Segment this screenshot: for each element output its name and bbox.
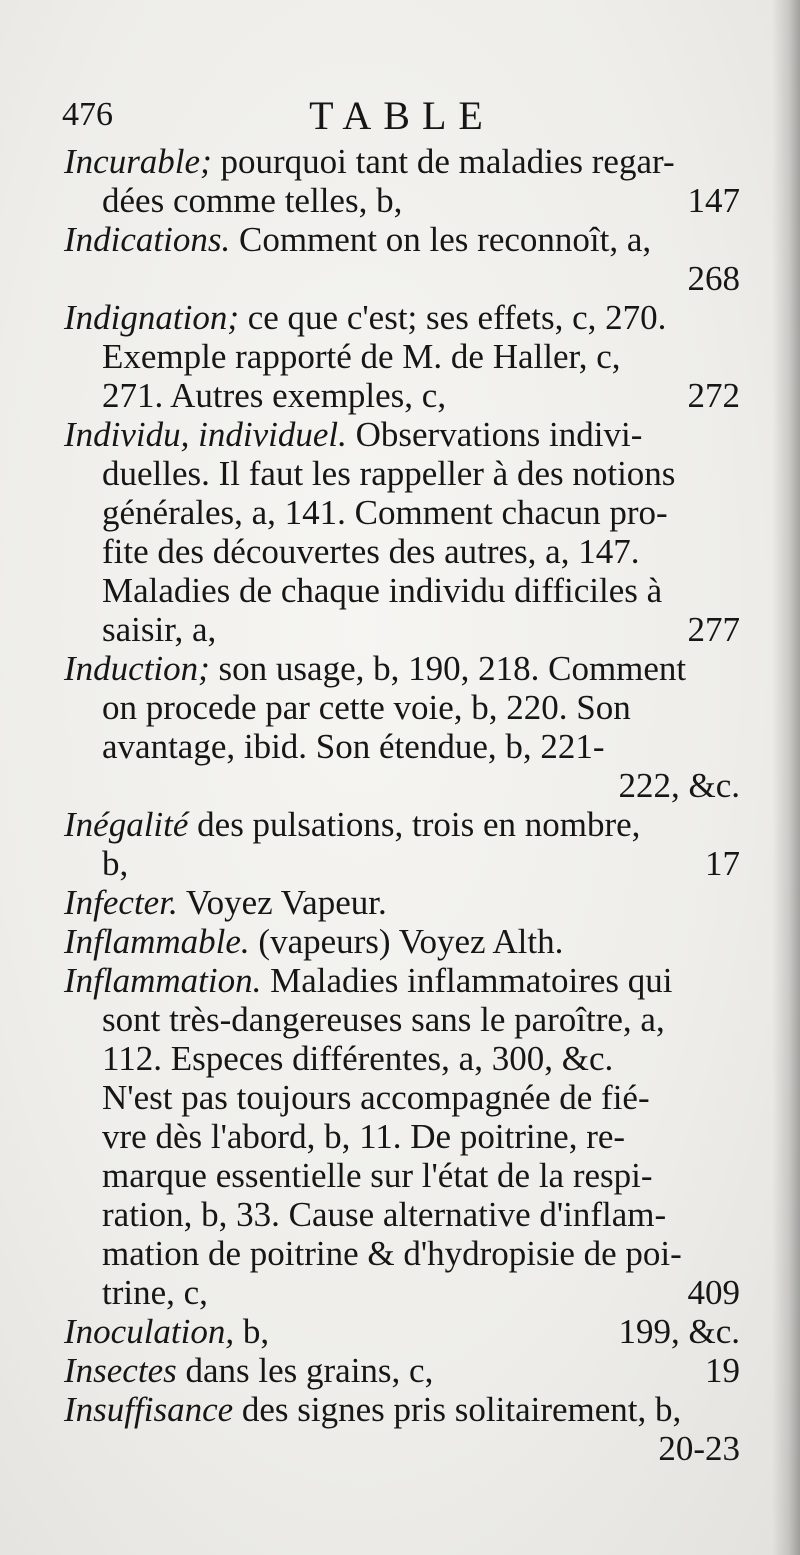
entry-line — [64, 649, 740, 688]
entry-term: Inégalité — [64, 805, 189, 844]
entry-line-text: Voyez Vapeur. — [185, 883, 387, 922]
index-entries — [64, 142, 740, 1468]
entry-text — [64, 649, 686, 688]
entry-page-ref: 268 — [687, 259, 740, 298]
entry-term: Inflammable. — [64, 922, 250, 961]
entry-text — [64, 220, 651, 259]
entry-text — [102, 1234, 682, 1273]
entry-line-text: on procede par cette voie, b, 220. Son — [102, 688, 631, 727]
entry-line-text: sont très-dangereuses sans le paroître, a, — [102, 1000, 665, 1039]
entry-text — [64, 961, 673, 1000]
entry-page-ref: 147 — [687, 181, 740, 220]
entry-line — [64, 376, 740, 415]
entry-page-ref: 222, &c. — [618, 766, 740, 805]
entry-line-text: ce que c'est; ses effets, c, 270. — [247, 298, 667, 337]
entry-line — [64, 1078, 740, 1117]
entry-text — [64, 298, 666, 337]
entry-line-text: 271. Autres exemples, c, — [102, 376, 447, 415]
entry-line — [64, 1117, 740, 1156]
entry-line-text: duelles. Il faut les rappeller à des notions — [102, 454, 676, 493]
index-entry — [64, 142, 740, 220]
entry-line — [64, 1312, 740, 1351]
entry-term: Inflammation. — [64, 961, 262, 1000]
entry-line — [64, 493, 740, 532]
entry-line — [64, 1429, 740, 1468]
entry-text — [102, 1117, 625, 1156]
entry-page-ref: 277 — [687, 610, 740, 649]
entry-line — [64, 259, 740, 298]
entry-line-text: son usage, b, 190, 218. Comment — [218, 649, 687, 688]
entry-line — [64, 805, 740, 844]
entry-line-text: 112. Especes différentes, a, 300, &c. — [102, 1039, 614, 1078]
entry-text — [102, 532, 639, 571]
entry-line-text: des pulsations, trois en nombre, — [197, 805, 641, 844]
entry-line — [64, 1039, 740, 1078]
entry-line — [64, 415, 740, 454]
page-number: 476 — [62, 96, 113, 133]
entry-term: Incurable; — [64, 142, 212, 181]
entry-text — [102, 688, 631, 727]
entry-line — [64, 337, 740, 376]
entry-page-ref: 199, &c. — [618, 1312, 740, 1351]
page-header — [62, 92, 742, 142]
page-edge-shadow — [772, 0, 800, 1555]
entry-line — [64, 1156, 740, 1195]
entry-line — [64, 961, 740, 1000]
entry-term: Insuffisance — [64, 1390, 234, 1429]
entry-text — [64, 1351, 433, 1390]
entry-line-text: pourquoi tant de maladies regar- — [220, 142, 675, 181]
entry-line-text: mation de poitrine & d'hydropisie de poi- — [102, 1234, 682, 1273]
entry-line-text: générales, a, 141. Comment chacun pro- — [102, 493, 668, 532]
entry-text — [64, 1390, 681, 1429]
entry-term: Individu, individuel. — [64, 415, 347, 454]
entry-line-text: Exemple rapporté de M. de Haller, c, — [102, 337, 621, 376]
entry-term: Indications. — [64, 220, 231, 259]
entry-text — [102, 454, 675, 493]
index-entry — [64, 220, 740, 298]
entry-page-ref: 409 — [687, 1273, 740, 1312]
index-entry — [64, 649, 740, 805]
entry-line-text: saisir, a, — [102, 610, 217, 649]
entry-line — [64, 766, 740, 805]
entry-line — [64, 844, 740, 883]
index-entry — [64, 298, 740, 415]
index-entry — [64, 961, 740, 1312]
entry-line — [64, 454, 740, 493]
entry-text — [102, 1195, 666, 1234]
entry-text — [64, 1312, 269, 1351]
entry-text — [64, 805, 640, 844]
entry-line — [64, 571, 740, 610]
entry-line-text: marque essentielle sur l'état de la respi- — [102, 1156, 653, 1195]
running-title: TABLE — [309, 93, 495, 138]
entry-line-text: trine, c, — [102, 1273, 208, 1312]
index-entry — [64, 1351, 740, 1390]
entry-text — [102, 493, 668, 532]
entry-text — [102, 844, 128, 883]
entry-line-text: Observations indivi- — [355, 415, 643, 454]
entry-text — [64, 142, 675, 181]
entry-text — [102, 1273, 208, 1312]
entry-term: Indignation; — [64, 298, 239, 337]
entry-line — [64, 1195, 740, 1234]
entry-line — [64, 1390, 740, 1429]
entry-term: Insectes — [64, 1351, 177, 1390]
entry-text — [64, 883, 387, 922]
index-entry — [64, 883, 740, 922]
index-entry — [64, 415, 740, 649]
entry-line — [64, 922, 740, 961]
entry-line-text: vre dès l'abord, b, 11. De poitrine, re- — [102, 1117, 626, 1156]
entry-line-text: dées comme telles, b, — [102, 181, 403, 220]
entry-page-ref: 17 — [705, 844, 740, 883]
entry-line — [64, 1234, 740, 1273]
entry-page-ref: 19 — [705, 1351, 740, 1390]
entry-line-text: (vapeurs) Voyez Alth. — [258, 922, 564, 961]
index-entry — [64, 805, 740, 883]
entry-page-ref: 272 — [687, 376, 740, 415]
entry-line — [64, 727, 740, 766]
entry-text — [102, 181, 402, 220]
entry-line-text: Maladies inflammatoires qui — [270, 961, 673, 1000]
entry-line — [64, 883, 740, 922]
entry-line-text: Comment on les reconnoît, a, — [238, 220, 652, 259]
entry-line-text: Maladies de chaque individu difficiles à — [102, 571, 663, 610]
entry-line — [64, 1000, 740, 1039]
index-entry — [64, 1390, 740, 1468]
entry-line — [64, 220, 740, 259]
entry-text — [102, 376, 446, 415]
entry-line-text: b, — [242, 1312, 270, 1351]
entry-line — [64, 298, 740, 337]
entry-line — [64, 688, 740, 727]
entry-text — [102, 727, 605, 766]
index-entry — [64, 1312, 740, 1351]
entry-line-text: ration, b, 33. Cause alternative d'inflam- — [102, 1195, 667, 1234]
entry-text — [102, 337, 621, 376]
entry-line — [64, 532, 740, 571]
entry-text — [102, 1156, 653, 1195]
entry-term: Inoculation, — [64, 1312, 235, 1351]
entry-text — [64, 922, 563, 961]
entry-line — [64, 181, 740, 220]
entry-text — [64, 415, 642, 454]
entry-text — [102, 1000, 665, 1039]
entry-line-text: dans les grains, c, — [185, 1351, 434, 1390]
entry-line-text: b, — [102, 844, 129, 883]
entry-text — [102, 1078, 650, 1117]
entry-text — [102, 571, 662, 610]
entry-line — [64, 142, 740, 181]
entry-text — [102, 1039, 613, 1078]
entry-text — [102, 610, 216, 649]
index-entry — [64, 922, 740, 961]
entry-line-text: fite des découvertes des autres, a, 147. — [102, 532, 640, 571]
entry-line-text: des signes pris solitairement, b, — [241, 1390, 682, 1429]
entry-line-text: N'est pas toujours accompagnée de fié- — [102, 1078, 650, 1117]
entry-line — [64, 610, 740, 649]
entry-line — [64, 1273, 740, 1312]
entry-term: Infecter. — [64, 883, 178, 922]
entry-line-text: avantage, ibid. Son étendue, b, 221- — [102, 727, 605, 766]
entry-term: Induction; — [64, 649, 210, 688]
entry-line — [64, 1351, 740, 1390]
entry-page-ref: 20-23 — [658, 1429, 740, 1468]
